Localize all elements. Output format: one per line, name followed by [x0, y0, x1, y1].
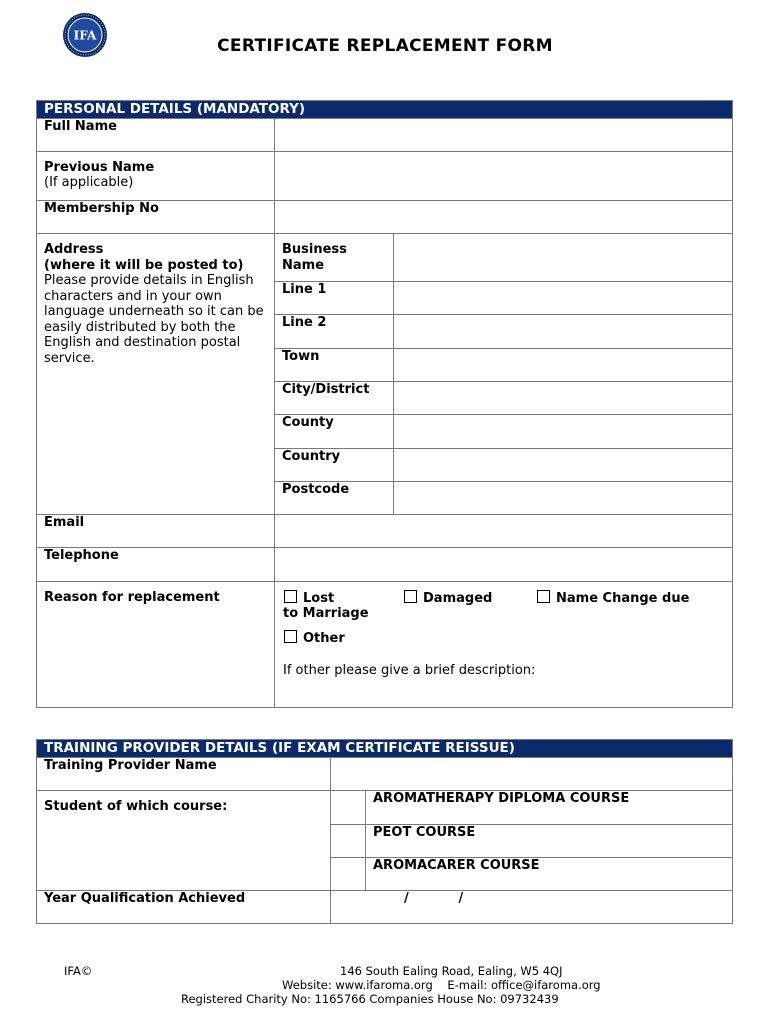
address-label-cell: [37, 234, 275, 515]
address-label: Address: [44, 242, 104, 257]
address-note: Please provide details in English characters and in your own language underneath so it can be easily distributed by both the English and destination postal service.: [44, 273, 264, 366]
other-label: Other: [303, 631, 345, 646]
email-field[interactable]: [275, 515, 733, 548]
reason-lost-option[interactable]: [284, 590, 334, 606]
reason-name-change-option[interactable]: [537, 590, 689, 606]
address-field-label: Line 1: [275, 282, 394, 315]
telephone-label: Telephone: [37, 548, 275, 582]
name-change-label: Name Change due: [556, 591, 690, 606]
personal-details-header: PERSONAL DETAILS (MANDATORY): [37, 101, 733, 119]
telephone-field[interactable]: [275, 548, 733, 582]
reason-other-option[interactable]: [284, 630, 725, 646]
city-district-field[interactable]: [394, 382, 733, 415]
reason-damaged-option[interactable]: [404, 590, 492, 606]
line-1-field[interactable]: [394, 282, 733, 315]
address-field-label: Country: [275, 449, 394, 482]
email-label: Email: [37, 515, 275, 548]
address-field-label: Town: [275, 349, 394, 382]
peot-course-checkbox-cell[interactable]: [331, 825, 366, 858]
line-2-field[interactable]: [394, 315, 733, 349]
aromacarer-course-checkbox-cell[interactable]: [331, 858, 366, 891]
previous-name-note: (If applicable): [44, 175, 134, 190]
other-description-label: If other please give a brief description:: [283, 663, 536, 678]
country-field[interactable]: [394, 449, 733, 482]
page-title: CERTIFICATE REPLACEMENT FORM: [217, 36, 553, 56]
aromatherapy-course-checkbox-cell[interactable]: [331, 791, 366, 825]
address-field-label: Line 2: [275, 315, 394, 349]
training-provider-table: [36, 739, 733, 924]
reason-options-cell: [275, 582, 733, 708]
town-field[interactable]: [394, 349, 733, 382]
personal-details-table: [36, 100, 733, 708]
membership-no-label: Membership No: [37, 201, 275, 234]
other-checkbox[interactable]: [284, 630, 297, 643]
membership-no-field[interactable]: [275, 201, 733, 234]
address-field-label: Business Name: [275, 234, 394, 282]
footer-copyright: IFA©: [64, 964, 93, 978]
address-sub-label: (where it will be posted to): [44, 257, 244, 273]
address-field-label: County: [275, 415, 394, 449]
address-field-label: City/District: [275, 382, 394, 415]
training-provider-header: TRAINING PROVIDER DETAILS (IF EXAM CERTIFICATE REISSUE): [37, 740, 733, 758]
county-field[interactable]: [394, 415, 733, 449]
postcode-field[interactable]: [394, 482, 733, 515]
course-option: AROMATHERAPY DIPLOMA COURSE: [366, 791, 733, 825]
course-label: Student of which course:: [37, 791, 331, 891]
full-name-field[interactable]: [275, 119, 733, 152]
previous-name-field[interactable]: [275, 152, 733, 201]
footer-registration: Registered Charity No: 1165766 Companies House No: 09732439: [181, 992, 559, 1006]
reason-label: Reason for replacement: [37, 582, 275, 708]
training-provider-name-label: Training Provider Name: [37, 758, 331, 791]
damaged-label: Damaged: [423, 591, 493, 606]
logo-text: IFA: [73, 28, 97, 43]
name-change-checkbox[interactable]: [537, 590, 550, 603]
full-name-label: Full Name: [37, 119, 275, 152]
training-provider-name-field[interactable]: [331, 758, 733, 791]
name-change-label-cont: to Marriage: [283, 606, 369, 621]
previous-name-label: Previous Name: [44, 160, 155, 175]
business-name-field[interactable]: [394, 234, 733, 282]
footer-website-email: Website: www.ifaroma.org E-mail: office@ifaroma.org: [282, 978, 601, 992]
course-option: PEOT COURSE: [366, 825, 733, 858]
lost-checkbox[interactable]: [284, 590, 297, 603]
address-field-label: Postcode: [275, 482, 394, 515]
footer-address: 146 South Ealing Road, Ealing, W5 4QJ: [340, 964, 563, 978]
year-qualification-field[interactable]: / /: [331, 891, 733, 924]
year-qualification-label: Year Qualification Achieved: [37, 891, 331, 924]
damaged-checkbox[interactable]: [404, 590, 417, 603]
lost-label: Lost: [303, 591, 335, 606]
course-option: AROMACARER COURSE: [366, 858, 733, 891]
previous-name-label-cell: [37, 152, 275, 201]
